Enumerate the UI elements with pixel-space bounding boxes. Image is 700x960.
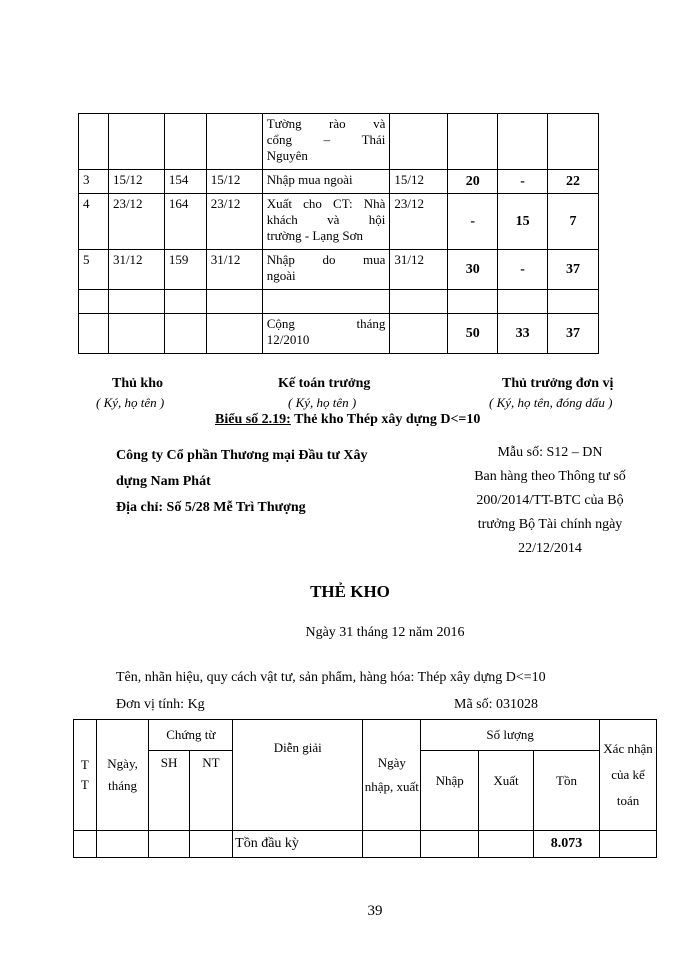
- cell-date2: [390, 290, 448, 314]
- the-kho-date: Ngày 31 tháng 12 năm 2016: [305, 625, 465, 640]
- cell-date2: 15/12: [390, 170, 448, 194]
- cell-ton: 7: [548, 194, 599, 250]
- form-info-line4: trưởng Bộ Tài chính ngày: [477, 517, 623, 532]
- table-row: [79, 114, 599, 170]
- cell-ton: [548, 290, 599, 314]
- desc-line: 12/2010: [266, 332, 310, 347]
- cell-date2: 23/12: [390, 194, 448, 250]
- cell-sh: [164, 114, 206, 170]
- cell-desc: [262, 194, 390, 250]
- cell-nhap: 30: [448, 250, 498, 290]
- cell-desc: [262, 250, 390, 290]
- bieu-so-caption: [215, 412, 480, 428]
- opening-balance-label: Tồn đầu kỳ: [233, 831, 363, 858]
- header-xuat: Xuất: [479, 751, 534, 831]
- table-row: [79, 194, 599, 250]
- desc-line: Xuất cho CT: Nhà: [266, 196, 386, 211]
- cell-nt: [206, 114, 262, 170]
- cell-nt: 15/12: [206, 170, 262, 194]
- header-ton: Tồn: [533, 751, 599, 831]
- header-dien-giai: Diễn giải: [233, 720, 363, 831]
- desc-line: trường - Lạng Sơn: [266, 228, 363, 243]
- cell-nhap: -: [448, 194, 498, 250]
- the-kho-product: Tên, nhãn hiệu, quy cách vật tư, sản phẩm, hàng hóa: Thép xây dựng D<=10: [116, 670, 546, 685]
- header-tt: T T: [74, 720, 97, 831]
- cell-xuat: [498, 114, 548, 170]
- bieu-so-label: Biểu số 2.19:: [215, 412, 291, 427]
- cell-desc: [262, 170, 390, 194]
- table-row: [79, 170, 599, 194]
- cell-date: 15/12: [108, 170, 164, 194]
- signature-thu-kho-sub: ( Ký, họ tên ): [96, 395, 165, 410]
- cell-date: [108, 314, 164, 354]
- header-nhap: Nhập: [421, 751, 479, 831]
- cell-ton: 37: [548, 250, 599, 290]
- cell-xuat: [498, 290, 548, 314]
- signature-thu-kho: Thủ kho: [112, 376, 163, 391]
- cell-desc: [262, 114, 390, 170]
- company-block: [116, 443, 367, 521]
- header-xac-nhan: Xác nhận của kế toán: [600, 720, 657, 831]
- cell-desc: [262, 290, 390, 314]
- cell-nhap: [448, 290, 498, 314]
- cell-tt: 5: [79, 250, 109, 290]
- signature-thu-truong: Thủ trưởng đơn vị: [502, 376, 614, 391]
- desc-line: Nhập do mua: [266, 252, 386, 267]
- the-kho-code: Mã số: 031028: [454, 697, 538, 712]
- desc-line: khách và hội: [266, 212, 386, 227]
- form-info-line3: 200/2014/TT-BTC của Bộ: [476, 493, 624, 508]
- cell-sh: 164: [164, 194, 206, 250]
- form-info-line1: Mẫu số: S12 – DN: [497, 445, 603, 460]
- cell-nt: 23/12: [206, 194, 262, 250]
- cell-date: 23/12: [108, 194, 164, 250]
- table-row: [79, 290, 599, 314]
- cell-tt: [79, 290, 109, 314]
- signature-thu-truong-sub: ( Ký, họ tên, đóng dấu ): [489, 395, 613, 410]
- company-address: Địa chỉ: Số 5/28 Mễ Trì Thượng: [116, 500, 306, 515]
- cell-sh: [164, 314, 206, 354]
- cell-nt: 31/12: [206, 250, 262, 290]
- header-nt: NT: [189, 751, 232, 831]
- cell-nhap: [448, 114, 498, 170]
- cell-sh: 154: [164, 170, 206, 194]
- cell-tt: 3: [79, 170, 109, 194]
- header-sh: SH: [149, 751, 189, 831]
- page-number: 39: [367, 903, 383, 919]
- cell-xuat: 33: [498, 314, 548, 354]
- cell-nt: [206, 314, 262, 354]
- form-info-line2: Ban hàng theo Thông tư số: [474, 469, 626, 484]
- form-info-block: [425, 441, 675, 561]
- cell-date: [108, 290, 164, 314]
- cell-tt: [79, 314, 109, 354]
- cell-date: 31/12: [108, 250, 164, 290]
- cell-date2: [390, 314, 448, 354]
- cell-sh: [164, 290, 206, 314]
- desc-line: cổng – Thái: [266, 132, 386, 147]
- the-kho-unit: Đơn vị tính: Kg: [116, 697, 205, 712]
- cell-xuat: -: [498, 250, 548, 290]
- header-ngay-thang: Ngày, tháng: [96, 720, 149, 831]
- cell-nhap: 50: [448, 314, 498, 354]
- cell-date2: 31/12: [390, 250, 448, 290]
- cell-xuat: -: [498, 170, 548, 194]
- cell-ton: [548, 114, 599, 170]
- cell-desc: [262, 314, 390, 354]
- cell-nhap: 20: [448, 170, 498, 194]
- desc-line: Tường rào và: [266, 116, 386, 131]
- desc-line: Nhập mua ngoài: [266, 172, 353, 187]
- signature-ke-toan-sub: ( Ký, họ tên ): [288, 395, 357, 410]
- cell-tt: [79, 114, 109, 170]
- signature-ke-toan: Kế toán trưởng: [278, 376, 371, 391]
- desc-line: ngoài: [266, 268, 296, 283]
- header-so-luong: Số lượng: [421, 720, 600, 751]
- opening-balance-value: 8.073: [533, 831, 599, 858]
- company-name-line2: dựng Nam Phát: [116, 474, 211, 489]
- cell-ton: 22: [548, 170, 599, 194]
- cell-ton: 37: [548, 314, 599, 354]
- cell-sh: 159: [164, 250, 206, 290]
- company-name-line1: Công ty Cổ phần Thương mại Đầu tư Xây: [116, 448, 368, 463]
- header-chung-tu: Chứng từ: [149, 720, 233, 751]
- the-kho-title: THẺ KHO: [310, 582, 390, 601]
- header-ngay-nhap-xuat: Ngày nhập, xuất: [363, 720, 421, 831]
- cell-xuat: 15: [498, 194, 548, 250]
- the-kho-table: [73, 719, 657, 858]
- cell-nt: [206, 290, 262, 314]
- desc-line: Cộng tháng: [266, 316, 386, 331]
- desc-line: Nguyên: [266, 148, 308, 163]
- form-info-line5: 22/12/2014: [518, 541, 582, 556]
- table-row: [79, 250, 599, 290]
- cell-date2: [390, 114, 448, 170]
- table-row: [74, 831, 657, 858]
- table-row: [79, 314, 599, 354]
- ledger-table-continued: [78, 113, 599, 354]
- cell-date: [108, 114, 164, 170]
- cell-tt: 4: [79, 194, 109, 250]
- bieu-so-title: Thẻ kho Thép xây dựng D<=10: [290, 412, 481, 427]
